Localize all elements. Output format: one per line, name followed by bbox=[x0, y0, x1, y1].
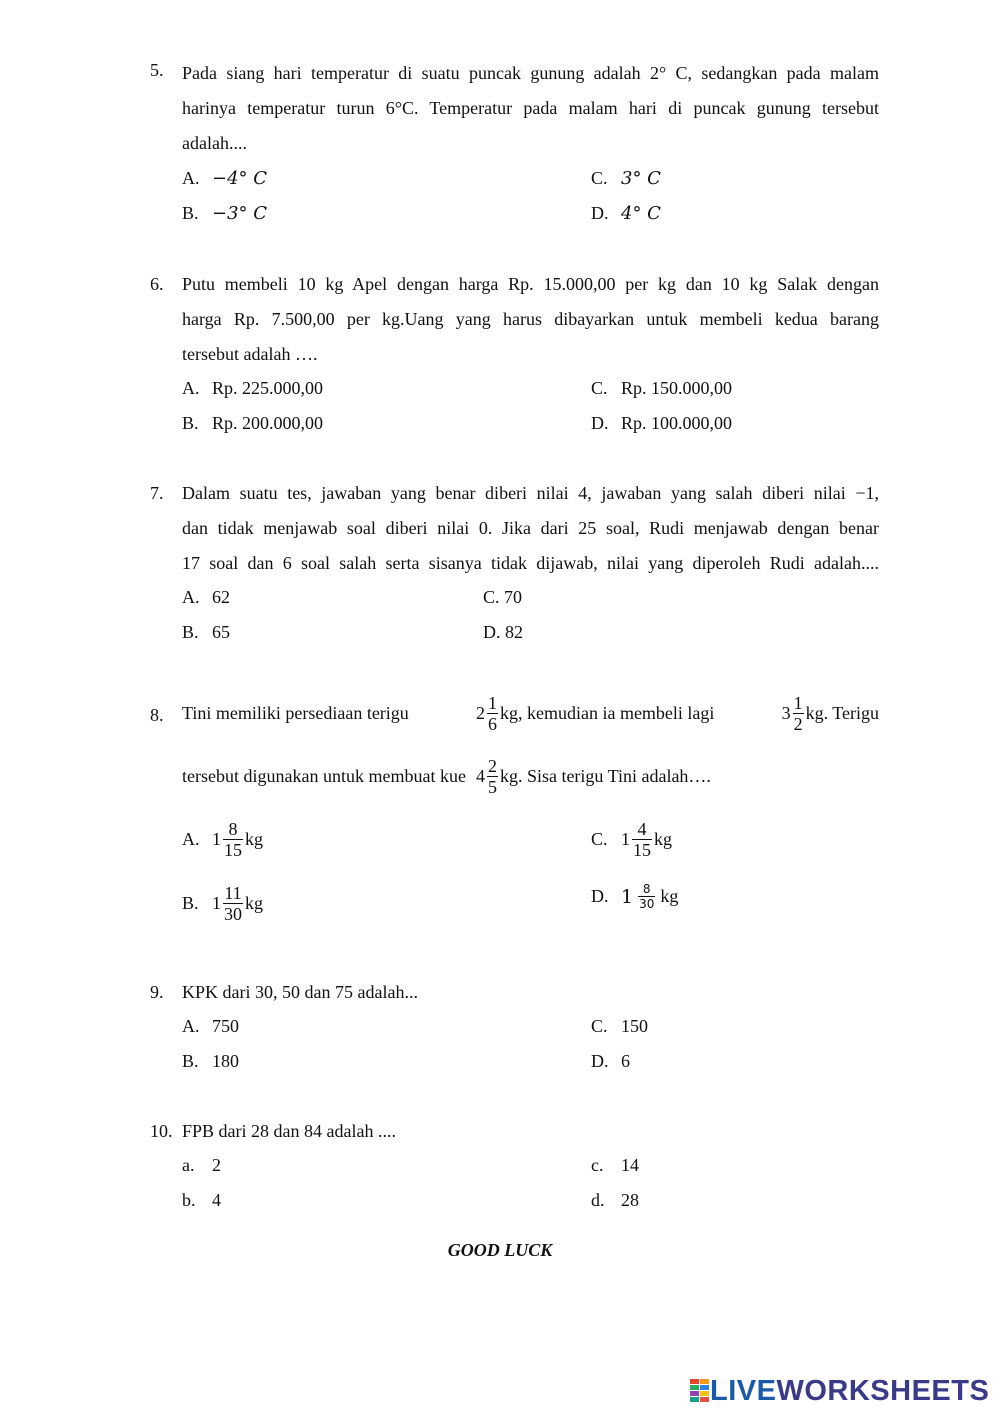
option-label: D. bbox=[591, 1051, 609, 1071]
fraction-whole: 4 bbox=[475, 766, 485, 786]
option-b[interactable] bbox=[182, 413, 323, 434]
option-unit: kg bbox=[245, 829, 263, 849]
brand-part-live: LIVE bbox=[710, 1375, 777, 1407]
option-label: B. bbox=[182, 413, 199, 433]
option-label: A. bbox=[182, 587, 200, 607]
option-text: Rp. 200.000,00 bbox=[212, 413, 324, 433]
option-c[interactable] bbox=[591, 1155, 639, 1176]
option-label: B. bbox=[182, 622, 199, 642]
option-label: D. bbox=[591, 203, 609, 223]
fraction-denominator: 5 bbox=[487, 777, 497, 797]
option-d[interactable] bbox=[591, 203, 661, 224]
question-text: kg. Terigu bbox=[805, 703, 879, 723]
option-label: b. bbox=[182, 1190, 196, 1210]
fraction-denominator: 30 bbox=[639, 897, 655, 911]
fraction-denominator: 6 bbox=[487, 714, 497, 734]
option-text: 4° C bbox=[621, 203, 661, 224]
option-text: 4 bbox=[212, 1190, 221, 1210]
option-d[interactable] bbox=[591, 1190, 639, 1211]
option-c[interactable] bbox=[591, 378, 732, 399]
option-label: A. bbox=[182, 378, 200, 398]
option-text: Rp. 100.000,00 bbox=[621, 413, 733, 433]
option-c[interactable] bbox=[591, 1016, 648, 1037]
question-text bbox=[182, 56, 879, 161]
fraction bbox=[487, 693, 498, 734]
option-text: Rp. 225.000,00 bbox=[212, 378, 324, 398]
question-number: 6. bbox=[150, 274, 164, 294]
fraction bbox=[793, 693, 804, 734]
option-b[interactable] bbox=[182, 622, 230, 643]
closing-text: GOOD LUCK bbox=[447, 1240, 553, 1260]
option-d[interactable] bbox=[591, 1051, 630, 1072]
question-number: 7. bbox=[150, 483, 164, 503]
fraction-numerator: 1 bbox=[487, 693, 497, 713]
question-line: Putu membeli 10 kg Apel dengan harga Rp. 15.000,00 per kg dan 10 kg Salak dengan bbox=[182, 274, 879, 294]
fraction-denominator: 15 bbox=[224, 840, 242, 860]
option-text: 2 bbox=[212, 1155, 221, 1175]
question-line: tersebut adalah …. bbox=[182, 344, 318, 364]
mixed-fraction bbox=[476, 756, 500, 797]
option-label: A. bbox=[182, 168, 200, 188]
option-label: C. bbox=[591, 378, 608, 398]
fraction-whole: 1 bbox=[621, 829, 630, 849]
brand-name bbox=[710, 1374, 989, 1408]
question-line bbox=[182, 693, 879, 734]
question-text: tersebut digunakan untuk membuat kue bbox=[182, 766, 466, 786]
option-text: 28 bbox=[621, 1190, 639, 1210]
fraction-whole: 1 bbox=[212, 829, 221, 849]
option-text: 150 bbox=[621, 1016, 648, 1036]
option-b[interactable] bbox=[182, 883, 263, 924]
question-text bbox=[182, 476, 879, 581]
option-text: −3° C bbox=[212, 203, 268, 224]
option-label: C. bbox=[591, 168, 608, 188]
question-number: 9. bbox=[150, 982, 164, 1002]
option-unit: kg bbox=[654, 829, 672, 849]
question-line bbox=[182, 756, 711, 797]
option-text: 65 bbox=[212, 622, 230, 642]
option-d[interactable] bbox=[591, 882, 678, 911]
question-line: harinya temperatur turun 6°C. Temperatur pada malam hari di puncak gunung tersebut bbox=[182, 98, 879, 118]
mixed-fraction bbox=[476, 693, 714, 734]
fraction-whole: 1 bbox=[621, 885, 634, 908]
liveworksheets-logo-icon bbox=[690, 1379, 710, 1403]
option-label: D. bbox=[591, 413, 609, 433]
fraction-numerator: 2 bbox=[487, 756, 497, 776]
question-line: adalah.... bbox=[182, 133, 247, 153]
option-label: A. bbox=[182, 829, 200, 849]
option-text: 3° C bbox=[621, 168, 661, 189]
option-text: 82 bbox=[505, 622, 523, 642]
brand-part-worksheets: WORKSHEETS bbox=[776, 1375, 990, 1407]
fraction bbox=[632, 819, 652, 860]
option-a[interactable] bbox=[182, 819, 263, 860]
option-text: Rp. 150.000,00 bbox=[621, 378, 733, 398]
fraction bbox=[223, 819, 243, 860]
option-text: 62 bbox=[212, 587, 230, 607]
option-text: 70 bbox=[504, 587, 523, 607]
fraction-whole: 2 bbox=[475, 703, 485, 723]
option-label: B. bbox=[182, 1051, 199, 1071]
question-text: Tini memiliki persediaan terigu bbox=[182, 703, 409, 723]
option-text: 180 bbox=[212, 1051, 239, 1071]
fraction-whole: 1 bbox=[212, 893, 221, 913]
question-line: Dalam suatu tes, jawaban yang benar diberi nilai 4, jawaban yang salah diberi nilai −1, bbox=[182, 483, 879, 503]
option-b[interactable] bbox=[182, 203, 267, 224]
question-number: 5. bbox=[150, 60, 164, 80]
option-text: 750 bbox=[212, 1016, 239, 1036]
question-text: FPB dari 28 dan 84 adalah .... bbox=[182, 1121, 396, 1141]
fraction bbox=[223, 883, 243, 924]
fraction-denominator: 2 bbox=[793, 714, 803, 734]
option-a[interactable] bbox=[182, 168, 267, 189]
option-label: A. bbox=[182, 1016, 200, 1036]
question-text: kg, kemudian ia membeli lagi bbox=[499, 703, 715, 723]
option-label: C. bbox=[591, 1016, 608, 1036]
liveworksheets-brand[interactable] bbox=[690, 1374, 989, 1408]
question-line: harga Rp. 7.500,00 per kg.Uang yang harus dibayarkan untuk membeli kedua barang bbox=[182, 309, 879, 329]
option-d[interactable] bbox=[483, 622, 523, 643]
option-label: C. bbox=[591, 829, 608, 849]
question-number: 8. bbox=[150, 705, 164, 725]
option-label: c. bbox=[591, 1155, 604, 1175]
option-b[interactable] bbox=[182, 1051, 239, 1072]
option-text: 6 bbox=[621, 1051, 630, 1071]
option-a[interactable] bbox=[182, 587, 230, 608]
option-unit: kg bbox=[660, 886, 679, 906]
option-c[interactable] bbox=[591, 819, 672, 860]
fraction-denominator: 30 bbox=[224, 904, 242, 924]
mixed-fraction bbox=[782, 693, 879, 734]
fraction bbox=[638, 882, 655, 911]
question-line: dan tidak menjawab soal diberi nilai 0. Jika dari 25 soal, Rudi menjawab dengan benar bbox=[182, 518, 879, 538]
question-line: Pada siang hari temperatur di suatu puncak gunung adalah 2° C, sedangkan pada malam bbox=[182, 63, 879, 83]
fraction-numerator: 1 bbox=[793, 693, 803, 713]
option-unit: kg bbox=[245, 893, 263, 913]
option-label: B. bbox=[182, 893, 199, 913]
fraction bbox=[487, 756, 498, 797]
option-b[interactable] bbox=[182, 1190, 221, 1211]
option-label: D. bbox=[591, 886, 609, 906]
option-label: D. bbox=[483, 622, 501, 642]
option-label: a. bbox=[182, 1155, 195, 1175]
fraction-numerator: 8 bbox=[228, 819, 238, 839]
question-text bbox=[182, 267, 879, 372]
option-text: 14 bbox=[621, 1155, 639, 1175]
question-number: 10. bbox=[150, 1121, 173, 1141]
option-d[interactable] bbox=[591, 413, 732, 434]
fraction-numerator: 4 bbox=[637, 819, 647, 839]
option-text: −4° C bbox=[212, 168, 268, 189]
question-text: KPK dari 30, 50 dan 75 adalah... bbox=[182, 982, 418, 1002]
option-a[interactable] bbox=[182, 378, 323, 399]
option-a[interactable] bbox=[182, 1016, 239, 1037]
option-a[interactable] bbox=[182, 1155, 221, 1176]
option-label: B. bbox=[182, 203, 199, 223]
option-c[interactable] bbox=[483, 587, 522, 608]
option-c[interactable] bbox=[591, 168, 661, 189]
fraction-numerator: 8 bbox=[642, 882, 651, 896]
option-label: C. bbox=[483, 587, 500, 607]
question-line: 17 soal dan 6 soal salah serta sisanya tidak dijawab, nilai yang diperoleh Rudi adalah.... bbox=[182, 553, 879, 573]
fraction-numerator: 11 bbox=[224, 883, 242, 903]
question-text: kg. Sisa terigu Tini adalah…. bbox=[499, 766, 711, 786]
fraction-whole: 3 bbox=[781, 703, 791, 723]
option-label: d. bbox=[591, 1190, 605, 1210]
fraction-denominator: 15 bbox=[633, 840, 651, 860]
